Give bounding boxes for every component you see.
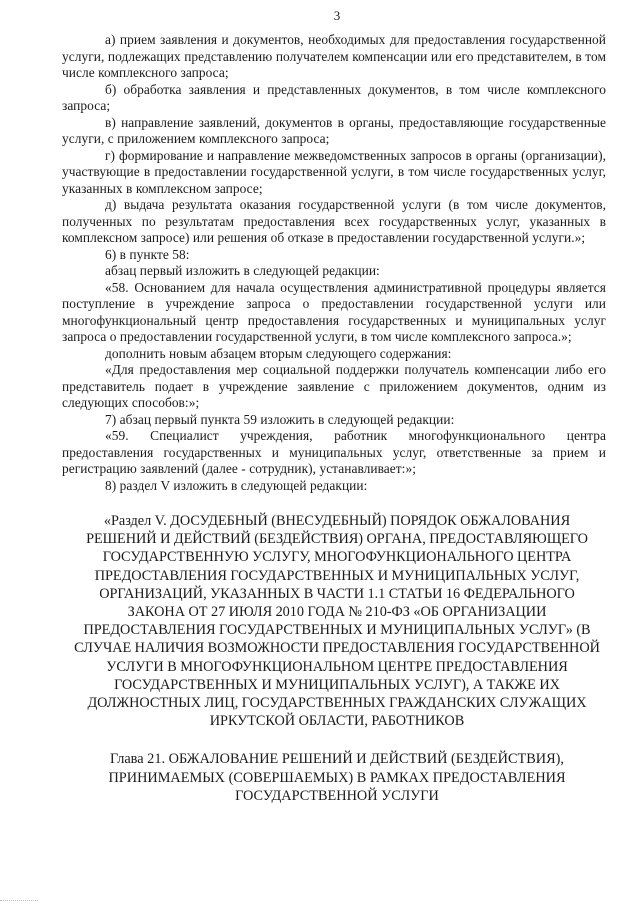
paragraph-instruction: абзац первый изложить в следующей редакции: bbox=[105, 263, 380, 278]
scan-edge-mark bbox=[0, 900, 38, 905]
paragraph-item-a: а) прием заявления и документов, необходимых для предоставления государственной услуги, подлежащих представлению получателем компенсации или его представителем, в том числе комплексного запроса; bbox=[62, 32, 606, 80]
paragraph-amendment-8: 8) раздел V изложить в следующей редакции: bbox=[105, 477, 368, 493]
document-body bbox=[62, 32, 606, 494]
paragraph-amendment-6: 6) в пункте 58: bbox=[105, 246, 190, 262]
paragraph-item-v: в) направление заявлений, документов в органы, предоставляющие государственные услуги, с приложением комплексного запроса; bbox=[62, 114, 606, 146]
paragraph-quote: «Для предоставления мер социальной поддержки получатель компенсации либо его представитель подает в учреждение заявление с приложением документов, одним из следующих способов:»; bbox=[62, 362, 606, 410]
paragraph-instruction: дополнить новым абзацем вторым следующего содержания: bbox=[105, 345, 452, 361]
paragraph-clause-59: «59. Специалист учреждения, работник многофункционального центра предоставления государственных и муниципальных услуг, ответственные за прием и регистрацию заявлений (далее - сотрудник), устанавливает:»; bbox=[62, 428, 606, 476]
paragraph-item-b: б) обработка заявления и представленных документов, в том числе комплексного запроса; bbox=[62, 81, 606, 113]
paragraph-item-g: г) формирование и направление межведомственных запросов в органы (организации), участвующие в предоставлении государственной услуги, в том числе государственных услуг, указанных в комплексном запросе; bbox=[62, 147, 606, 196]
paragraph-amendment-7: 7) абзац первый пункта 59 изложить в следующей редакции: bbox=[105, 411, 455, 427]
paragraph-item-d: д) выдача результата оказания государственной услуги (в том числе документов, полученных по результатам предоставления всех государственных услуг, указанных в комплексном запросе) или решения об отказе в предоставлении государственной услуги.»; bbox=[62, 197, 606, 245]
section-heading: «Раздел V. ДОСУДЕБНЫЙ (ВНЕСУДЕБНЫЙ) ПОРЯДОК ОБЖАЛОВАНИЯ РЕШЕНИЙ И ДЕЙСТВИЙ (БЕЗДЕЙСТВИЯ) ОРГАНА, ПРЕДОСТАВЛЯЮЩЕГО ГОСУДАРСТВЕННУЮ УСЛУГУ, МНОГОФУНКЦИОНАЛЬНОГО ЦЕНТРА ПРЕДОСТАВЛЕНИЯ ГОСУДАРСТВЕННЫХ И МУНИЦИПАЛЬНЫХ УСЛУГ, ОРГАНИЗАЦИЙ, УКАЗАННЫХ В ЧАСТИ 1.1 СТАТЬИ 16 ФЕДЕРАЛЬНОГО ЗАКОНА ОТ 27 ИЮЛЯ 2010 ГОДА № 210-ФЗ «ОБ ОРГАНИЗАЦИИ ПРЕДОСТАВЛЕНИЯ ГОСУДАРСТВЕННЫХ И МУНИЦИПАЛЬНЫХ УСЛУГ» (В СЛУЧАЕ НАЛИЧИЯ ВОЗМОЖНОСТИ ПРЕДОСТАВЛЕНИЯ ГОСУДАРСТВЕННОЙ УСЛУГИ В МНОГОФУНКЦИОНАЛЬНОМ ЦЕНТРЕ ПРЕДОСТАВЛЕНИЯ ГОСУДАРСТВЕННЫХ И МУНИЦИПАЛЬНЫХ УСЛУГ), А ТАКЖЕ ИХ ДОЛЖНОСТНЫХ ЛИЦ, ГОСУДАРСТВЕННЫХ ГРАЖДАНСКИХ СЛУЖАЩИХ ИРКУТСКОЙ ОБЛАСТИ, РАБОТНИКОВ bbox=[74, 513, 600, 730]
page-number: 3 bbox=[333, 8, 341, 23]
paragraph-clause-58: «58. Основанием для начала осуществления административной процедуры является поступление в учреждение запроса о предоставлении государственной услуги или многофункциональный центр предоставления государственных и муниципальных услуг запроса о предоставлении государственной услуги, в том числе комплексного запроса.»; bbox=[62, 279, 606, 344]
chapter-heading: Глава 21. ОБЖАЛОВАНИЕ РЕШЕНИЙ И ДЕЙСТВИЙ (БЕЗДЕЙСТВИЯ), ПРИНИМАЕМЫХ (СОВЕРШАЕМЫХ) В РАМКАХ ПРЕДОСТАВЛЕНИЯ ГОСУДАРСТВЕННОЙ УСЛУГИ bbox=[108, 751, 566, 804]
